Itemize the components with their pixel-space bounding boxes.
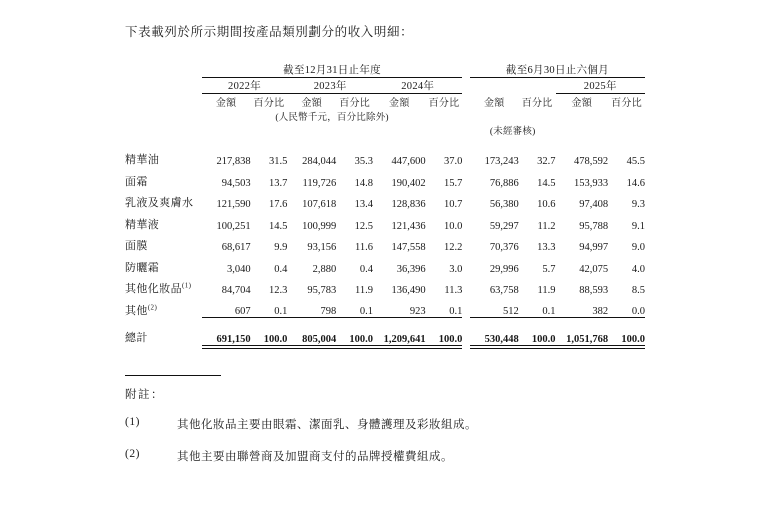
cell: 14.6	[626, 177, 645, 189]
total-cell: 100.0	[263, 333, 288, 345]
sub-header-percent-2024: 百分比	[428, 98, 460, 109]
cell: 0.1	[542, 306, 556, 317]
cell: 13.3	[537, 242, 556, 253]
table-year-header-row	[125, 78, 645, 94]
cell: 94,503	[221, 177, 251, 189]
cell: 12.3	[268, 285, 288, 296]
cell: 5.7	[542, 263, 556, 275]
table-group-header-row	[125, 62, 645, 78]
cell: 923	[409, 306, 426, 317]
cell: 84,704	[221, 285, 251, 296]
cell: 478,592	[574, 156, 609, 167]
footnotes-title: 附註：	[125, 388, 164, 401]
cell: 3,040	[226, 263, 251, 275]
footnote-divider	[125, 375, 221, 376]
footnote-text: 其他主要由聯營商及加盟商支付的品牌授權費組成。	[177, 450, 453, 463]
sub-header-percent-2022: 百分比	[253, 98, 285, 109]
cell: 11.9	[537, 285, 556, 296]
total-cell: 100.0	[621, 333, 645, 345]
cell: 13.7	[268, 177, 288, 189]
cell: 29,996	[489, 263, 519, 275]
sub-header-amount-2022: 金額	[215, 98, 237, 109]
cell: 447,600	[391, 156, 426, 167]
cell: 382	[592, 306, 609, 317]
cell: 0.1	[449, 306, 463, 317]
table-row	[125, 253, 645, 275]
cell: 42,075	[579, 263, 609, 275]
cell: 56,380	[489, 199, 519, 210]
row-label-text: 精華油	[125, 154, 160, 166]
cell: 0.1	[359, 306, 374, 317]
cell: 9.0	[631, 242, 645, 253]
year-header-blank	[470, 78, 556, 94]
year-header-2025: 2025年	[556, 78, 645, 94]
cell: 76,886	[489, 177, 519, 189]
cell: 31.5	[268, 156, 288, 167]
cell: 153,933	[574, 177, 609, 189]
cell: 93,156	[307, 242, 337, 253]
table-sub-header-row	[125, 94, 645, 110]
year-header-2024: 2024年	[373, 78, 462, 94]
row-label	[125, 232, 202, 254]
sub-header-percent-h2025: 百分比	[611, 98, 643, 109]
cell: 2,880	[312, 263, 337, 275]
footnotes-section	[125, 375, 700, 464]
cell: 11.6	[355, 242, 374, 253]
sub-header-percent-h2024: 百分比	[521, 98, 553, 109]
cell: 35.3	[354, 156, 374, 167]
row-label	[125, 275, 202, 297]
row-label-text: 面膜	[125, 240, 148, 252]
cell: 607	[234, 306, 251, 317]
cell: 4.0	[631, 263, 645, 275]
table-row	[125, 232, 645, 254]
table-unaudited-row	[125, 123, 645, 137]
cell: 63,758	[489, 285, 519, 296]
row-label-sup: (2)	[147, 302, 158, 311]
total-cell: 1,209,641	[383, 333, 426, 345]
table-row	[125, 275, 645, 297]
cell: 11.2	[537, 220, 556, 232]
cell: 59,297	[489, 220, 519, 232]
total-cell: 805,004	[302, 333, 337, 345]
row-label-text: 面霜	[125, 175, 148, 188]
total-cell: 1,051,768	[566, 333, 609, 345]
cell: 13.4	[354, 199, 374, 210]
cell: 45.5	[626, 156, 645, 167]
cell: 121,436	[391, 220, 426, 232]
cell: 14.8	[354, 177, 374, 189]
cell: 14.5	[537, 177, 556, 189]
year-header-2023: 2023年	[287, 78, 373, 94]
cell: 9.1	[631, 220, 645, 232]
cell: 95,788	[579, 220, 609, 232]
table-total-double-rule	[125, 345, 645, 348]
cell: 0.0	[631, 306, 645, 317]
total-cell: 100.0	[349, 333, 374, 345]
cell: 95,783	[307, 285, 337, 296]
cell: 107,618	[302, 199, 337, 210]
footnote-item	[125, 416, 700, 432]
cell: 32.7	[537, 156, 556, 167]
group-header-annual: 截至12月31日止年度	[202, 62, 463, 78]
table-row	[125, 137, 645, 167]
cell: 37.0	[444, 156, 463, 167]
row-label-text: 乳液及爽膚水	[125, 197, 194, 209]
footnote-marker: (2)	[125, 447, 140, 460]
cell: 121,590	[216, 199, 251, 210]
cell: 798	[320, 306, 337, 317]
row-label-sup: (1)	[182, 281, 192, 290]
sub-header-amount-2024: 金額	[389, 98, 410, 109]
cell: 12.2	[444, 242, 463, 253]
row-label-text: 其他化妝品	[125, 283, 182, 295]
total-cell: 691,150	[216, 333, 251, 345]
cell: 10.6	[537, 199, 556, 210]
footnote-item	[125, 448, 700, 464]
row-label	[125, 296, 202, 318]
cell: 136,490	[391, 285, 426, 296]
cell: 0.4	[274, 263, 288, 275]
row-label	[125, 253, 202, 275]
cell: 10.0	[444, 220, 463, 232]
cell: 17.6	[268, 199, 288, 210]
sub-header-amount-h2024: 金額	[483, 98, 505, 109]
cell: 190,402	[391, 177, 426, 189]
intro-paragraph: 下表載列於所示期間按產品類別劃分的收入明細：	[125, 25, 414, 39]
cell: 284,044	[302, 156, 337, 167]
table-unit-note-row	[125, 109, 645, 123]
total-label: 總計	[125, 332, 148, 344]
year-header-2022: 2022年	[202, 78, 288, 94]
footnote-text: 其他化妝品主要由眼霜、潔面乳、身體護理及彩妝組成。	[177, 418, 477, 431]
total-cell: 530,448	[484, 333, 519, 345]
cell: 11.9	[355, 285, 374, 296]
revenue-breakdown-table	[125, 62, 645, 349]
row-label-text: 精華液	[125, 218, 160, 231]
total-cell: 100.0	[531, 333, 556, 345]
cell: 100,251	[216, 220, 251, 232]
cell: 0.4	[359, 263, 374, 275]
cell: 217,838	[216, 156, 251, 167]
total-cell: 100.0	[438, 333, 463, 345]
row-label-text: 其他	[125, 304, 148, 317]
cell: 68,617	[221, 242, 251, 253]
unaudited-note: (未經審核)	[489, 127, 536, 137]
sub-header-amount-2023: 金額	[301, 98, 323, 109]
row-label	[125, 137, 202, 167]
cell: 128,836	[391, 199, 426, 210]
table-row	[125, 296, 645, 318]
cell: 173,243	[484, 156, 519, 167]
cell: 0.1	[274, 306, 288, 317]
cell: 100,999	[302, 220, 337, 232]
unit-note: (人民幣千元，百分比除外)	[275, 113, 389, 123]
cell: 9.9	[274, 242, 288, 253]
row-label	[125, 210, 202, 232]
sub-header-amount-h2025: 金額	[571, 98, 593, 109]
cell: 10.7	[444, 199, 463, 210]
cell: 94,997	[579, 242, 609, 253]
sub-header-percent-2023: 百分比	[339, 98, 371, 109]
cell: 97,408	[579, 199, 609, 210]
cell: 119,726	[302, 177, 337, 189]
cell: 9.3	[631, 199, 645, 210]
cell: 14.5	[268, 220, 288, 232]
cell: 147,558	[391, 242, 426, 253]
cell: 512	[503, 306, 519, 317]
cell: 12.5	[354, 220, 374, 232]
cell: 36,396	[396, 263, 426, 275]
table-row	[125, 210, 645, 232]
table-row	[125, 167, 645, 189]
footnote-marker: (1)	[125, 415, 140, 428]
table-total-row	[125, 319, 645, 345]
cell: 8.5	[631, 285, 645, 296]
cell: 70,376	[489, 242, 519, 253]
cell: 11.3	[444, 285, 463, 296]
cell: 3.0	[449, 263, 463, 275]
row-label	[125, 167, 202, 189]
row-label-text: 防曬霜	[125, 261, 160, 274]
group-header-interim: 截至6月30日止六個月	[470, 62, 645, 78]
row-label	[125, 189, 202, 211]
cell: 15.7	[444, 177, 463, 189]
cell: 88,593	[579, 285, 609, 296]
table-row	[125, 189, 645, 211]
